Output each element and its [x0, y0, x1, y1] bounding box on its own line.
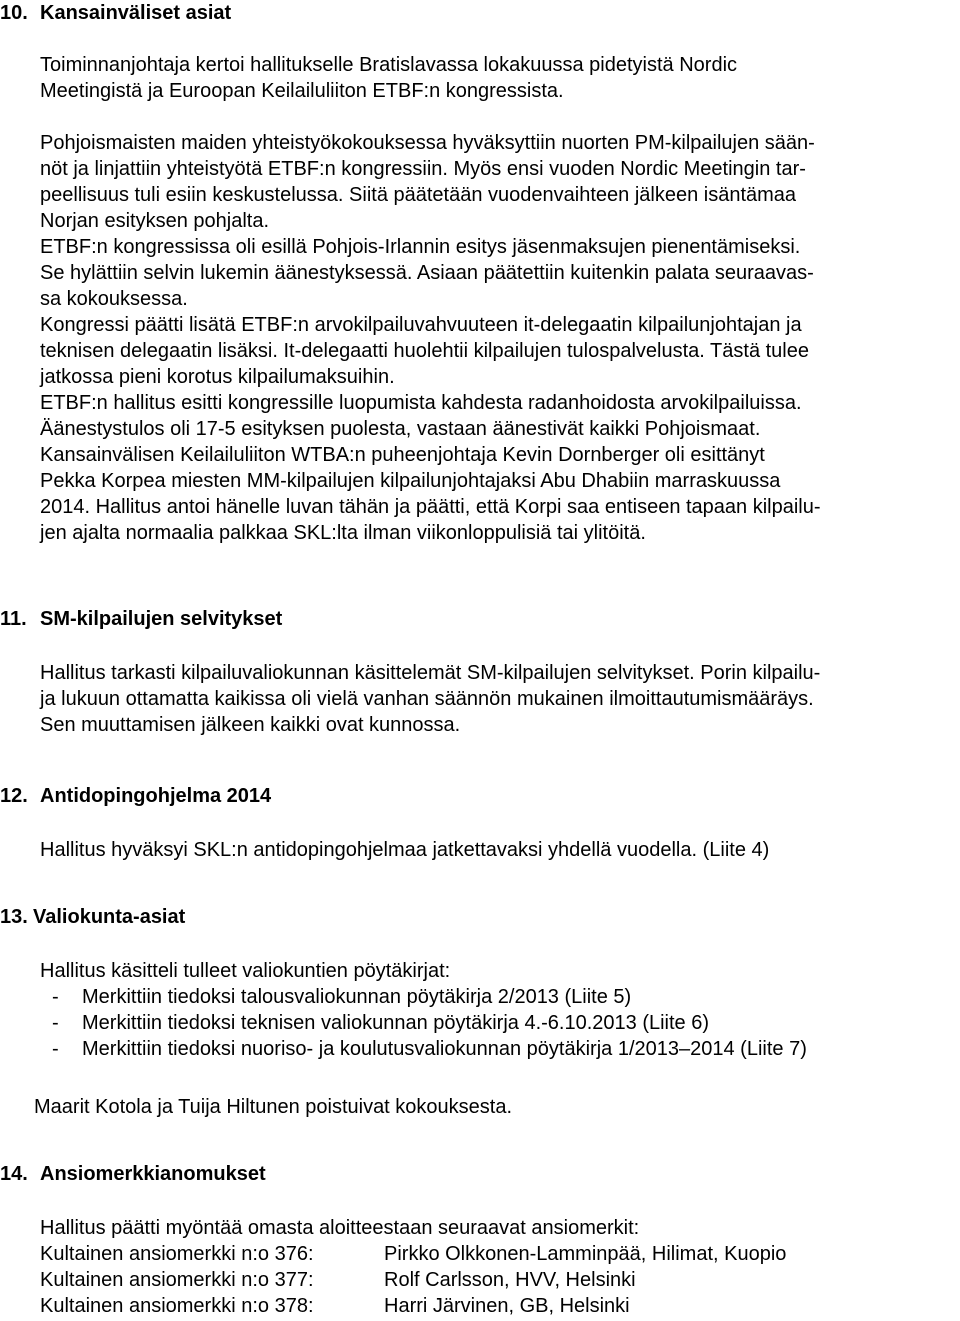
paragraph-line: Hallitus hyväksyi SKL:n antidopingohjelmaa jatkettavaksi yhdellä vuodella. (Liite 4): [40, 839, 770, 861]
paragraph-line: Maarit Kotola ja Tuija Hiltunen poistuivat kokouksesta.: [34, 1096, 513, 1118]
list-item: Merkittiin tiedoksi nuoriso- ja koulutusvaliokunnan pöytäkirja 1/2013–2014 (Liite 7): [82, 1038, 807, 1060]
paragraph-line: peellisuus tuli esiin keskustelussa. Siitä päätetään vuodenvaihteen jälkeen isäntämaa: [40, 184, 797, 206]
section-title: Valiokunta-asiat: [33, 906, 186, 928]
paragraph-line: Pohjoismaisten maiden yhteistyökokouksessa hyväksyttiin nuorten PM-kilpailujen sään-: [40, 132, 815, 154]
paragraph-line: Hallitus päätti myöntää omasta aloitteestaan seuraavat ansiomerkit:: [40, 1217, 640, 1239]
section-number: 11.: [0, 608, 27, 630]
list-bullet: -: [52, 986, 59, 1008]
paragraph-line: Norjan esityksen pohjalta.: [40, 210, 270, 232]
section-heading-10: [0, 0, 232, 26]
award-label: Kultainen ansiomerkki n:o 377:: [40, 1269, 314, 1291]
paragraph-line: Meetingistä ja Euroopan Keilailuliiton ETBF:n kongressista.: [40, 80, 564, 102]
paragraph-line: Pekka Korpea miesten MM-kilpailujen kilpailunjohtajaksi Abu Dhabiin marraskuussa: [40, 470, 781, 492]
section-heading-13: [0, 904, 186, 930]
list-bullet: -: [52, 1012, 59, 1034]
section-number: 10.: [0, 2, 28, 24]
paragraph-line: 2014. Hallitus antoi hänelle luvan tähän ja päätti, että Korpi saa entiseen tapaan kilpailu-: [40, 496, 821, 518]
paragraph-line: ETBF:n kongressissa oli esillä Pohjois-Irlannin esitys jäsenmaksujen pienentämiseksi.: [40, 236, 801, 258]
paragraph-line: Kongressi päätti lisätä ETBF:n arvokilpailuvahvuuteen it-delegaatin kilpailunjohtajan ja: [40, 314, 802, 336]
list-item: Merkittiin tiedoksi talousvaliokunnan pöytäkirja 2/2013 (Liite 5): [82, 986, 632, 1008]
paragraph-line: nöt ja linjattiin yhteistyötä ETBF:n kongressiin. Myös ensi vuoden Nordic Meetingin tar-: [40, 158, 806, 180]
paragraph-line: jatkossa pieni korotus kilpailumaksuihin.: [40, 366, 395, 388]
award-recipient: Harri Järvinen, GB, Helsinki: [384, 1295, 630, 1317]
section-heading-14: [0, 1161, 266, 1187]
section-number: 14.: [0, 1163, 28, 1185]
section-title: Ansiomerkkianomukset: [40, 1163, 266, 1185]
paragraph-line: jen ajalta normaalia palkkaa SKL:lta ilman viikonloppulisiä tai ylitöitä.: [40, 522, 646, 544]
paragraph-line: Toiminnanjohtaja kertoi hallitukselle Bratislavassa lokakuussa pidetyistä Nordic: [40, 54, 738, 76]
paragraph-line: Hallitus tarkasti kilpailuvaliokunnan käsittelemät SM-kilpailujen selvitykset. Porin kilpailu-: [40, 662, 821, 684]
award-recipient: Pirkko Olkkonen-Lamminpää, Hilimat, Kuopio: [384, 1243, 787, 1265]
paragraph-line: sa kokouksessa.: [40, 288, 188, 310]
section-title: Antidopingohjelma 2014: [40, 785, 272, 807]
paragraph-line: Kansainvälisen Keilailuliiton WTBA:n puheenjohtaja Kevin Dornberger oli esittänyt: [40, 444, 765, 466]
section-number: 13.: [0, 906, 28, 928]
paragraph-line: Äänestystulos oli 17-5 esityksen puolesta, vastaan äänestivät kaikki Pohjoismaat.: [40, 418, 761, 440]
award-label: Kultainen ansiomerkki n:o 376:: [40, 1243, 314, 1265]
award-recipient: Rolf Carlsson, HVV, Helsinki: [384, 1269, 636, 1291]
list-item: Merkittiin tiedoksi teknisen valiokunnan pöytäkirja 4.-6.10.2013 (Liite 6): [82, 1012, 710, 1034]
award-label: Kultainen ansiomerkki n:o 378:: [40, 1295, 314, 1317]
section-heading-12: [0, 783, 272, 809]
paragraph-line: Hallitus käsitteli tulleet valiokuntien pöytäkirjat:: [40, 960, 451, 982]
section-heading-11: [0, 606, 283, 632]
section-title: SM-kilpailujen selvitykset: [40, 608, 283, 630]
paragraph-line: Sen muuttamisen jälkeen kaikki ovat kunnossa.: [40, 714, 461, 736]
list-bullet: -: [52, 1038, 59, 1060]
paragraph-line: teknisen delegaatin lisäksi. It-delegaatti huolehtii kilpailujen tulospalvelusta. Tästä tulee: [40, 340, 809, 362]
paragraph-line: Se hylättiin selvin lukemin äänestyksessä. Asiaan päätettiin kuitenkin palata seuraavas-: [40, 262, 814, 284]
section-title: Kansainväliset asiat: [40, 2, 232, 24]
paragraph-line: ja lukuun ottamatta kaikissa oli vielä vanhan säännön mukainen ilmoittautumismääräys.: [40, 688, 814, 710]
paragraph-line: ETBF:n hallitus esitti kongressille luopumista kahdesta radanhoidosta arvokilpailuissa.: [40, 392, 802, 414]
section-number: 12.: [0, 785, 28, 807]
